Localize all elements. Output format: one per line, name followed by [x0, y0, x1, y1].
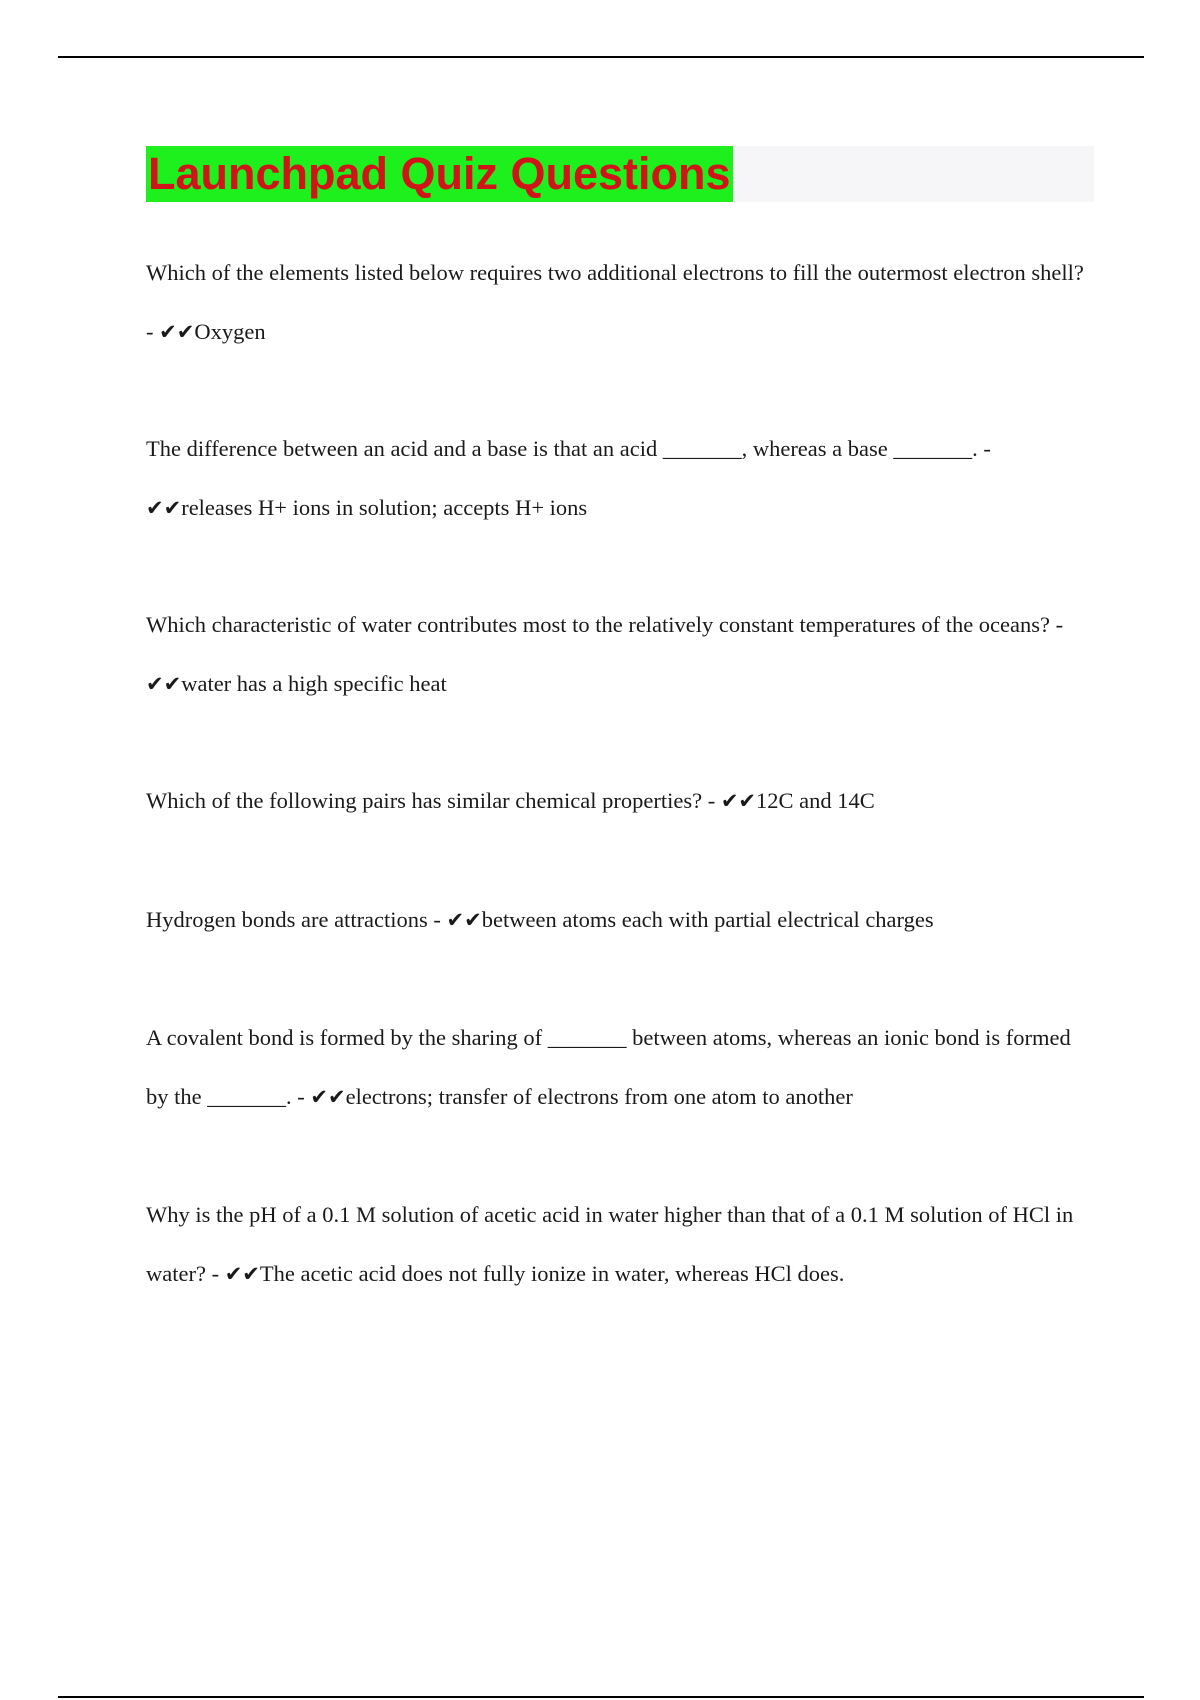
separator: - [702, 788, 721, 813]
double-check-icon: ✔✔ [159, 320, 195, 344]
question-text: A covalent bond is formed by the sharing of _______ between atoms, whereas an ionic bond is formed by the _______. [146, 1025, 1071, 1109]
bottom-rule [58, 1696, 1144, 1698]
qa-item-5 [146, 890, 1086, 950]
qa-item-6 [146, 1008, 1086, 1127]
separator: - [146, 319, 160, 344]
question-text: Which of the elements listed below requires two additional electrons to fill the outermost electron shell? [146, 260, 1084, 285]
separator: - [291, 1084, 311, 1109]
double-check-icon: ✔✔ [146, 496, 182, 520]
page-title: Launchpad Quiz Questions [146, 146, 733, 202]
top-rule [58, 56, 1144, 58]
separator: - [1050, 612, 1064, 637]
qa-item-7 [146, 1185, 1086, 1304]
question-text: Which characteristic of water contributes most to the relatively constant temperatures of the oceans? [146, 612, 1051, 637]
answer-text: 12C and 14C [756, 788, 875, 813]
separator: - [205, 1261, 225, 1286]
question-text: Why is the pH of a 0.1 M solution of acetic acid in water higher than that of a 0.1 M solution of HCl in water? [146, 1202, 1074, 1286]
double-check-icon: ✔✔ [146, 672, 182, 696]
qa-item-3 [146, 595, 1086, 714]
separator: - [427, 907, 447, 932]
question-text: The difference between an acid and a base is that an acid _______, whereas a base _______. [146, 436, 978, 461]
answer-text: Oxygen [194, 319, 266, 344]
qa-item-1 [146, 243, 1086, 362]
answer-text: electrons; transfer of electrons from one atom to another [345, 1084, 853, 1109]
question-text: Which of the following pairs has similar chemical properties? [146, 788, 703, 813]
separator: - [977, 436, 991, 461]
qa-item-4 [146, 771, 1086, 831]
double-check-icon: ✔✔ [446, 908, 482, 932]
answer-text: between atoms each with partial electrical charges [481, 907, 934, 932]
qa-item-2 [146, 419, 1086, 538]
answer-text: The acetic acid does not fully ionize in water, whereas HCl does. [259, 1261, 845, 1286]
question-text: Hydrogen bonds are attractions [146, 907, 428, 932]
double-check-icon: ✔✔ [720, 789, 757, 813]
double-check-icon: ✔✔ [310, 1085, 346, 1109]
answer-text: releases H+ ions in solution; accepts H+ ions [181, 495, 588, 520]
double-check-icon: ✔✔ [224, 1262, 260, 1286]
answer-text: water has a high specific heat [181, 671, 447, 696]
